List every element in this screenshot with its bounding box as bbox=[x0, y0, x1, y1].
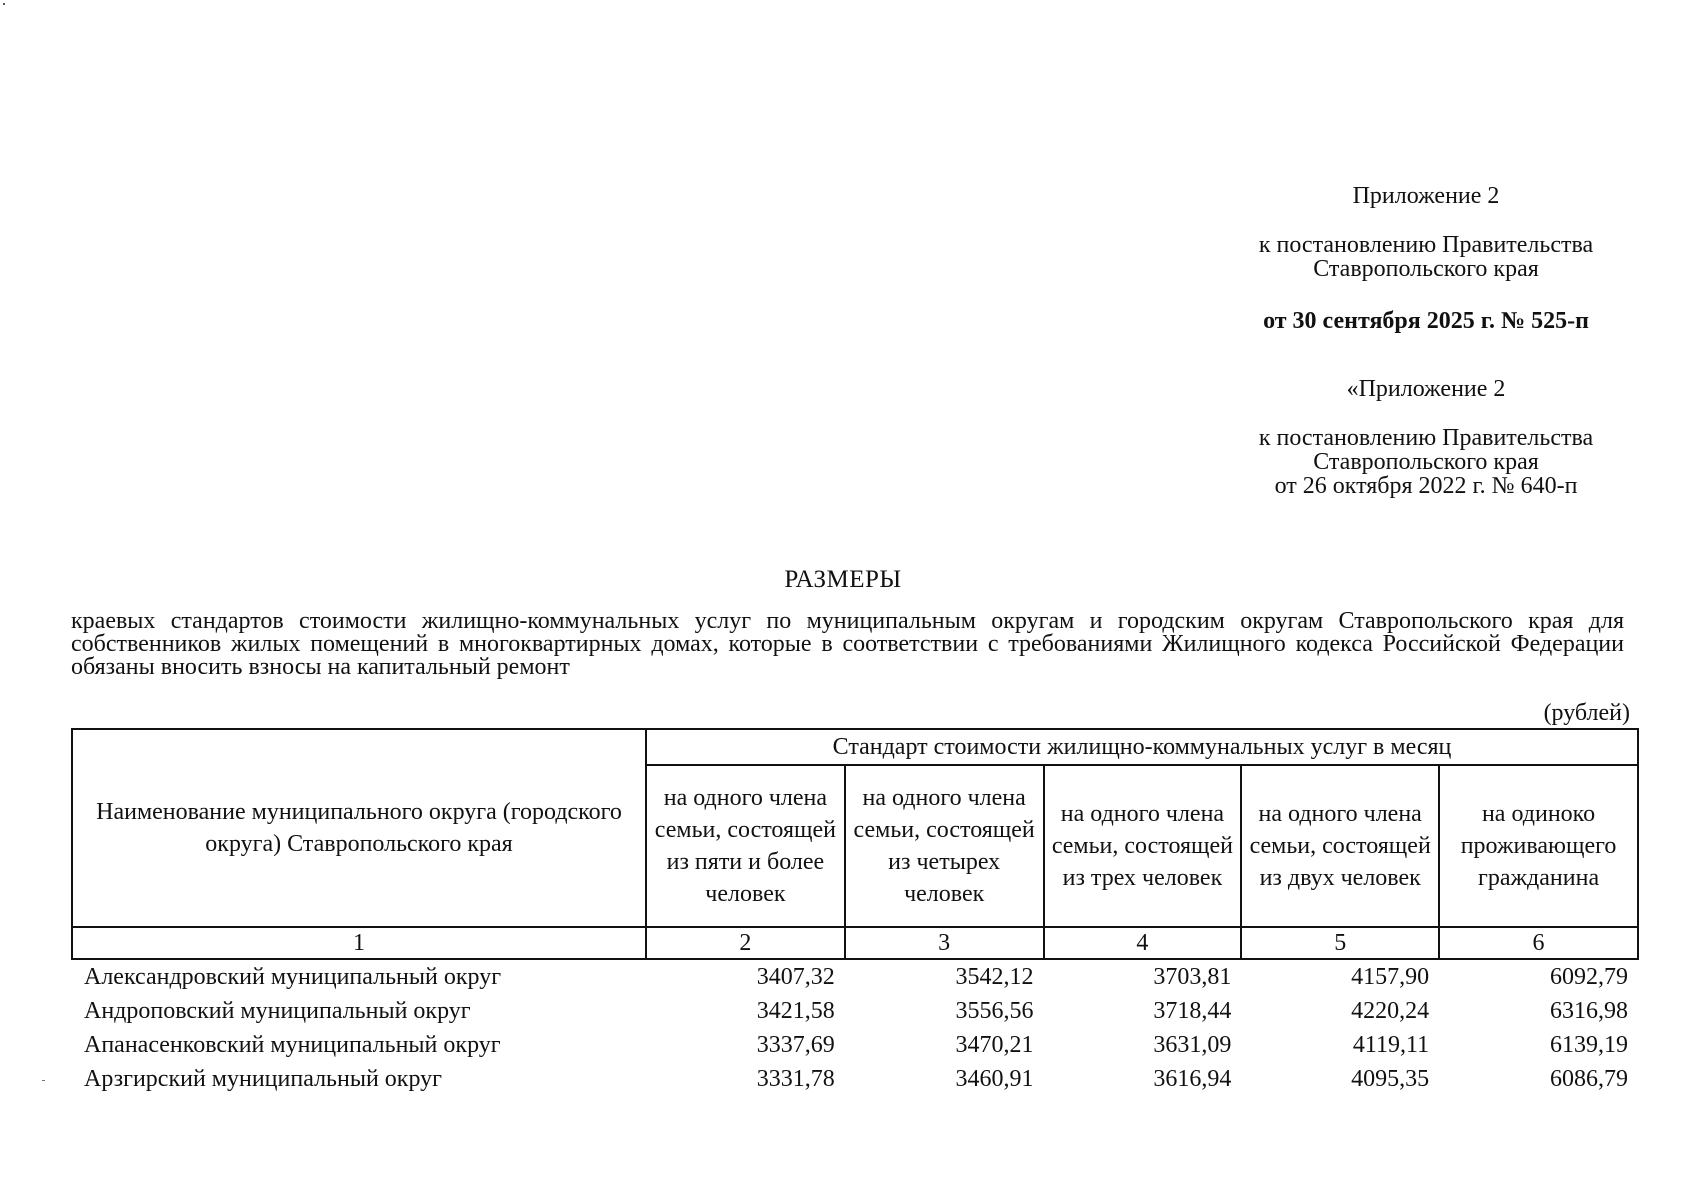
region-line: Ставропольского края bbox=[1313, 256, 1539, 282]
cell-value: 3470,21 bbox=[955, 1032, 1034, 1058]
cell-value: 3718,44 bbox=[1153, 998, 1232, 1024]
col-header-three: на одного члена семьи, состоящей из трех человек bbox=[1044, 765, 1242, 927]
cell-value: 3631,09 bbox=[1153, 1032, 1232, 1058]
quoted-resolution-date: от 26 октября 2022 г. № 640-п bbox=[1274, 473, 1578, 499]
district-name: Александровский муниципальный округ bbox=[84, 964, 502, 990]
cell-value: 3556,56 bbox=[955, 998, 1034, 1024]
cell-value: 6316,98 bbox=[1550, 998, 1628, 1024]
document-subtitle: краевых стандартов стоимости жилищно-коммунальных услуг по муниципальным округам и городским округам Ставропольского края для собственников жилых помещений в многоквартирных домах, которые в соответствии с требованиями Жилищного кодекса Российской Федерации обязаны вносить взносы на капитальный ремонт bbox=[71, 608, 1624, 680]
table-row bbox=[72, 1062, 1638, 1096]
col-header-four: на одного члена семьи, состоящей из четырех человек bbox=[845, 765, 1044, 927]
quoted-appendix-block bbox=[1216, 377, 1636, 401]
col-number: 1 bbox=[72, 927, 646, 959]
district-name: Апанасенковский муниципальный округ bbox=[84, 1032, 501, 1058]
resolution-date: от 30 сентября 2025 г. № 525-п bbox=[1263, 308, 1589, 334]
col-number: 4 bbox=[1044, 927, 1242, 959]
document-title: РАЗМЕРЫ bbox=[784, 566, 902, 593]
cell-value: 3703,81 bbox=[1153, 964, 1232, 990]
cell-value: 4220,24 bbox=[1351, 998, 1430, 1024]
table-row bbox=[72, 959, 1638, 994]
standards-table bbox=[71, 728, 1639, 1096]
resolution-date-block bbox=[1216, 309, 1636, 333]
cell-value: 3407,32 bbox=[756, 964, 835, 990]
to-resolution-line: к постановлению Правительства bbox=[1258, 232, 1594, 258]
appendix-label-block bbox=[1216, 184, 1636, 208]
quoted-to-resolution-line: к постановлению Правительства bbox=[1258, 425, 1594, 451]
col-number: 6 bbox=[1439, 927, 1638, 959]
col-number: 5 bbox=[1241, 927, 1439, 959]
cell-value: 3460,91 bbox=[955, 1066, 1034, 1092]
appendix-label: Приложение 2 bbox=[1352, 183, 1500, 209]
table-row bbox=[72, 1028, 1638, 1062]
cell-value: 3616,94 bbox=[1153, 1066, 1232, 1092]
cell-value: 3421,58 bbox=[756, 998, 835, 1024]
cell-value: 3542,12 bbox=[955, 964, 1034, 990]
scan-speck bbox=[42, 1080, 45, 1081]
cell-value: 4119,11 bbox=[1352, 1032, 1430, 1058]
units-label: (рублей) bbox=[1543, 700, 1630, 726]
scan-speck bbox=[3, 3, 5, 5]
cell-value: 6092,79 bbox=[1550, 964, 1628, 990]
quoted-region-line: Ставропольского края bbox=[1313, 449, 1539, 475]
cell-value: 6139,19 bbox=[1550, 1032, 1628, 1058]
col-number: 3 bbox=[845, 927, 1044, 959]
col-header-five-plus: на одного члена семьи, состоящей из пяти и более человек bbox=[646, 765, 845, 927]
group-column-header: Стандарт стоимости жилищно-коммунальных услуг в месяц bbox=[646, 729, 1638, 765]
col-header-single: на одиноко проживающего гражданина bbox=[1439, 765, 1638, 927]
cell-value: 3337,69 bbox=[756, 1032, 835, 1058]
cell-value: 4157,90 bbox=[1351, 964, 1430, 990]
cell-value: 4095,35 bbox=[1351, 1066, 1430, 1092]
district-name: Андроповский муниципальный округ bbox=[84, 998, 471, 1024]
name-column-header: Наименование муниципального округа (городского округа) Ставропольского края bbox=[72, 729, 646, 927]
resolution-reference-block bbox=[1216, 233, 1636, 281]
table-row bbox=[72, 994, 1638, 1028]
col-header-two: на одного члена семьи, состоящей из двух человек bbox=[1241, 765, 1439, 927]
cell-value: 3331,78 bbox=[756, 1066, 835, 1092]
col-number: 2 bbox=[646, 927, 845, 959]
quoted-resolution-block bbox=[1216, 426, 1636, 498]
district-name: Арзгирский муниципальный округ bbox=[84, 1066, 442, 1092]
cell-value: 6086,79 bbox=[1550, 1066, 1628, 1092]
quoted-appendix-label: «Приложение 2 bbox=[1346, 376, 1506, 402]
